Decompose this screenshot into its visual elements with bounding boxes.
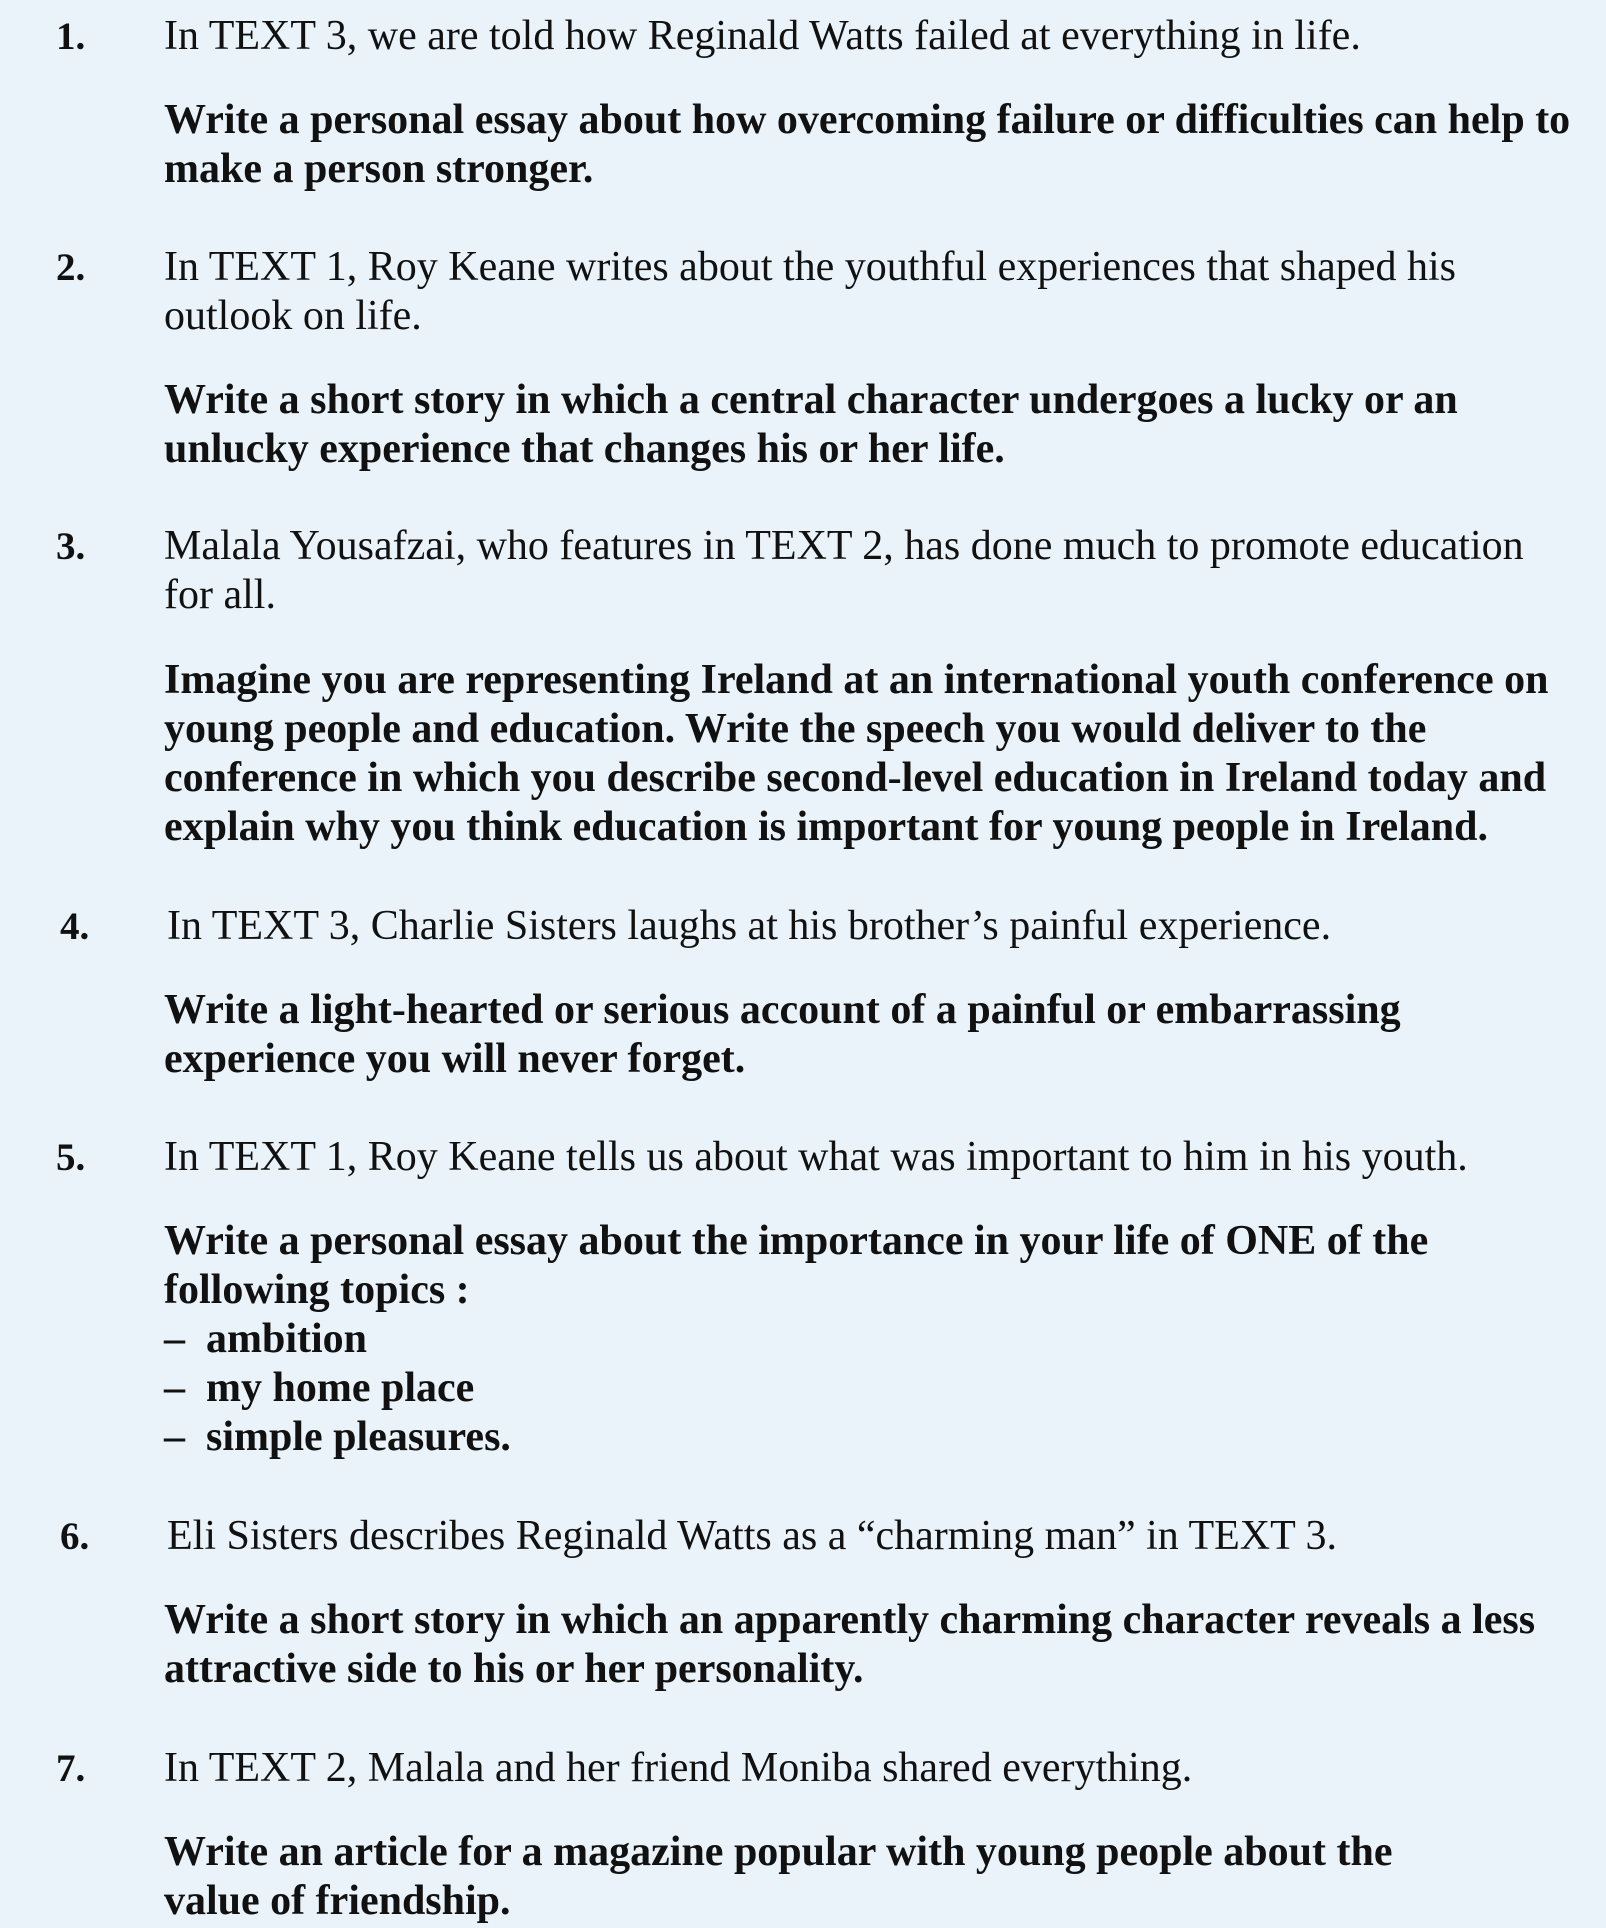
question-prompt: Eli Sisters describes Reginald Watts as a “charming man” in TEXT 3.	[167, 1513, 1338, 1559]
question-number: 4.	[60, 905, 90, 948]
question-number: 6.	[60, 1515, 90, 1558]
question-task: Write a short story in which an apparently charming character reveals a less attractive side to his or her personality.	[164, 1597, 1536, 1692]
topic-option	[164, 1413, 511, 1462]
topic-option-label: simple pleasures.	[206, 1414, 511, 1460]
question-task: Write a light-hearted or serious account of a painful or embarrassing experience you will never forget.	[164, 987, 1401, 1082]
dash-marker: –	[164, 1365, 185, 1411]
question-prompt: In TEXT 1, Roy Keane writes about the youthful experiences that shaped his outlook on life.	[164, 244, 1456, 339]
question-task: Write a short story in which a central character undergoes a lucky or an unlucky experience that changes his or her life.	[164, 377, 1458, 472]
topic-options	[164, 1315, 511, 1462]
dash-marker: –	[164, 1316, 185, 1362]
question-prompt: In TEXT 3, we are told how Reginald Watts failed at everything in life.	[164, 13, 1361, 59]
topic-option	[164, 1364, 511, 1413]
topic-option-label: ambition	[206, 1316, 368, 1362]
question-number: 3.	[56, 525, 86, 568]
question-prompt: Malala Yousafzai, who features in TEXT 2, has done much to promote education for all.	[164, 523, 1524, 618]
topic-option-label: my home place	[206, 1365, 475, 1411]
question-number: 2.	[56, 246, 86, 289]
question-task: Write a personal essay about how overcoming failure or difficulties can help to make a person stronger.	[164, 97, 1571, 192]
question-prompt: In TEXT 2, Malala and her friend Moniba shared everything.	[164, 1745, 1193, 1791]
question-prompt: In TEXT 1, Roy Keane tells us about what was important to him in his youth.	[164, 1134, 1468, 1180]
topic-option	[164, 1315, 511, 1364]
question-prompt: In TEXT 3, Charlie Sisters laughs at his brother’s painful experience.	[167, 903, 1332, 949]
dash-marker: –	[164, 1414, 185, 1460]
question-number: 7.	[56, 1747, 86, 1790]
question-task: Imagine you are representing Ireland at an international youth conference on young people and education. Write the speech you would deliver to the conference in which you describe second-level education in Ireland today and explain why you think education is important for young people in Ireland.	[164, 657, 1549, 850]
question-task: Write a personal essay about the importance in your life of ONE of the following topics :	[164, 1218, 1429, 1313]
question-number: 1.	[56, 15, 86, 58]
question-task: Write an article for a magazine popular with young people about the value of friendship.	[164, 1829, 1393, 1924]
question-number: 5.	[56, 1136, 86, 1179]
